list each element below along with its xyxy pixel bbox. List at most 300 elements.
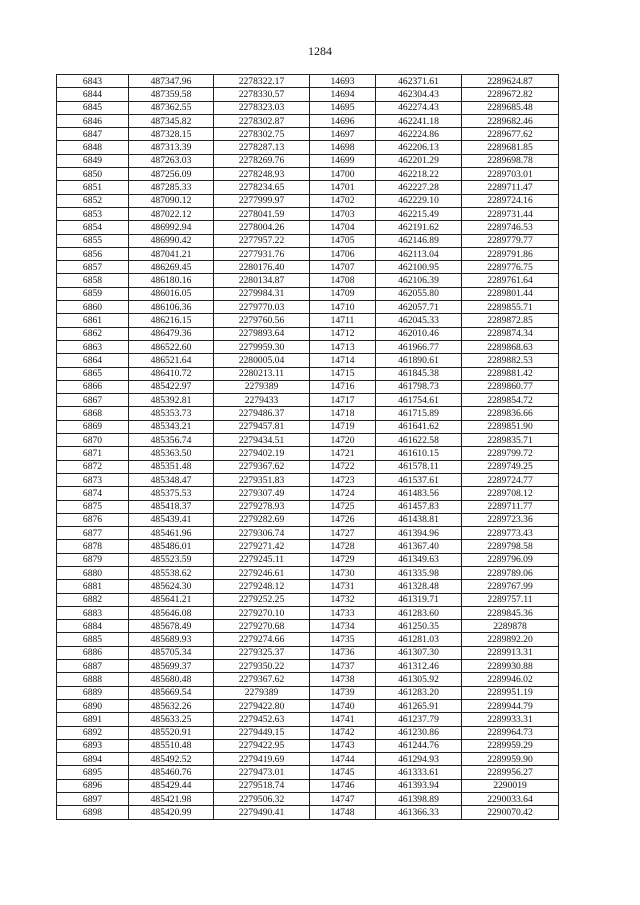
table-cell: 14735 xyxy=(310,633,376,646)
table-cell: 14731 xyxy=(310,580,376,593)
table-cell: 485492.52 xyxy=(129,753,214,766)
table-cell: 486106.36 xyxy=(129,301,214,314)
table-cell: 461438.81 xyxy=(376,513,462,526)
table-row xyxy=(57,234,559,247)
table-cell: 2280005.04 xyxy=(214,354,310,367)
table-cell: 6860 xyxy=(57,301,129,314)
table-cell: 6891 xyxy=(57,713,129,726)
table-cell: 14747 xyxy=(310,793,376,806)
table-cell: 2279959.30 xyxy=(214,340,310,353)
table-cell: 6859 xyxy=(57,287,129,300)
table-cell: 485632.26 xyxy=(129,699,214,712)
table-cell: 6874 xyxy=(57,487,129,500)
table-cell: 2280213.11 xyxy=(214,367,310,380)
table-row xyxy=(57,633,559,646)
table-row xyxy=(57,473,559,486)
table-cell: 2289757.11 xyxy=(462,593,559,606)
table-cell: 6889 xyxy=(57,686,129,699)
table-cell: 6852 xyxy=(57,194,129,207)
table-cell: 462206.13 xyxy=(376,141,462,154)
table-cell: 14707 xyxy=(310,261,376,274)
table-row xyxy=(57,540,559,553)
table-cell: 485460.76 xyxy=(129,766,214,779)
table-cell: 14722 xyxy=(310,460,376,473)
table-cell: 462241.18 xyxy=(376,114,462,127)
table-cell: 14723 xyxy=(310,473,376,486)
table-cell: 485705.34 xyxy=(129,646,214,659)
table-cell: 462055.80 xyxy=(376,287,462,300)
table-cell: 485351.48 xyxy=(129,460,214,473)
table-row xyxy=(57,766,559,779)
table-cell: 461250.35 xyxy=(376,620,462,633)
table-cell: 461283.60 xyxy=(376,606,462,619)
table-cell: 485520.91 xyxy=(129,726,214,739)
table-cell: 14699 xyxy=(310,154,376,167)
table-row xyxy=(57,806,559,819)
table-cell: 14739 xyxy=(310,686,376,699)
table-cell: 2289951.19 xyxy=(462,686,559,699)
table-cell: 2289708.12 xyxy=(462,487,559,500)
table-cell: 6867 xyxy=(57,394,129,407)
table-cell: 2277957.22 xyxy=(214,234,310,247)
table-cell: 461610.15 xyxy=(376,447,462,460)
table-cell: 485392.81 xyxy=(129,394,214,407)
table-cell: 14703 xyxy=(310,207,376,220)
table-cell: 486992.94 xyxy=(129,221,214,234)
table-row xyxy=(57,566,559,579)
table-cell: 462218.22 xyxy=(376,168,462,181)
table-cell: 2289724.77 xyxy=(462,473,559,486)
table-cell: 6892 xyxy=(57,726,129,739)
table-row xyxy=(57,168,559,181)
table-cell: 6875 xyxy=(57,500,129,513)
table-cell: 6882 xyxy=(57,593,129,606)
table-cell: 14701 xyxy=(310,181,376,194)
table-cell: 6876 xyxy=(57,513,129,526)
table-cell: 2279389 xyxy=(214,380,310,393)
table-cell: 14736 xyxy=(310,646,376,659)
table-cell: 14730 xyxy=(310,566,376,579)
table-row xyxy=(57,207,559,220)
table-cell: 487347.96 xyxy=(129,75,214,88)
table-cell: 2289855.71 xyxy=(462,301,559,314)
table-cell: 2289773.43 xyxy=(462,527,559,540)
table-cell: 485624.30 xyxy=(129,580,214,593)
table-cell: 485689.93 xyxy=(129,633,214,646)
table-row xyxy=(57,340,559,353)
table-cell: 2289672.82 xyxy=(462,88,559,101)
table-cell: 2289956.27 xyxy=(462,766,559,779)
table-cell: 14744 xyxy=(310,753,376,766)
table-row xyxy=(57,301,559,314)
table-cell: 14740 xyxy=(310,699,376,712)
table-cell: 485523.59 xyxy=(129,553,214,566)
table-cell: 2279506.32 xyxy=(214,793,310,806)
table-cell: 2289677.62 xyxy=(462,128,559,141)
table-cell: 461307.30 xyxy=(376,646,462,659)
table-cell: 14743 xyxy=(310,739,376,752)
table-cell: 485363.50 xyxy=(129,447,214,460)
table-cell: 14716 xyxy=(310,380,376,393)
table-cell: 2279457.81 xyxy=(214,420,310,433)
table-cell: 485669.54 xyxy=(129,686,214,699)
table-cell: 485343.21 xyxy=(129,420,214,433)
table-cell: 462229.10 xyxy=(376,194,462,207)
table-cell: 14748 xyxy=(310,806,376,819)
table-cell: 2280134.87 xyxy=(214,274,310,287)
table-cell: 2290070.42 xyxy=(462,806,559,819)
table-cell: 462010.46 xyxy=(376,327,462,340)
table-cell: 6857 xyxy=(57,261,129,274)
table-cell: 2289798.58 xyxy=(462,540,559,553)
table-cell: 2279307.49 xyxy=(214,487,310,500)
table-cell: 2279351.83 xyxy=(214,473,310,486)
table-cell: 6869 xyxy=(57,420,129,433)
table-cell: 6862 xyxy=(57,327,129,340)
table-cell: 461305.92 xyxy=(376,673,462,686)
table-cell: 2289746.53 xyxy=(462,221,559,234)
table-cell: 14732 xyxy=(310,593,376,606)
table-cell: 6856 xyxy=(57,247,129,260)
table-cell: 461230.86 xyxy=(376,726,462,739)
table-row xyxy=(57,620,559,633)
table-cell: 461622.58 xyxy=(376,434,462,447)
table-cell: 6881 xyxy=(57,580,129,593)
table-cell: 6850 xyxy=(57,168,129,181)
table-cell: 2279893.64 xyxy=(214,327,310,340)
table-cell: 2289789.06 xyxy=(462,566,559,579)
table-row xyxy=(57,527,559,540)
table-cell: 461966.77 xyxy=(376,340,462,353)
table-cell: 14746 xyxy=(310,779,376,792)
table-cell: 462100.95 xyxy=(376,261,462,274)
table-row xyxy=(57,274,559,287)
table-row xyxy=(57,128,559,141)
table-cell: 14729 xyxy=(310,553,376,566)
table-cell: 6863 xyxy=(57,340,129,353)
table-cell: 485348.47 xyxy=(129,473,214,486)
table-cell: 14725 xyxy=(310,500,376,513)
table-cell: 6888 xyxy=(57,673,129,686)
table-cell: 462113.04 xyxy=(376,247,462,260)
table-cell: 2289761.64 xyxy=(462,274,559,287)
table-cell: 487090.12 xyxy=(129,194,214,207)
table-cell: 485375.53 xyxy=(129,487,214,500)
table-cell: 461578.11 xyxy=(376,460,462,473)
table-cell: 486522.60 xyxy=(129,340,214,353)
table-cell: 2289845.36 xyxy=(462,606,559,619)
table-cell: 462201.29 xyxy=(376,154,462,167)
table-cell: 2279433 xyxy=(214,394,310,407)
table-cell: 462304.43 xyxy=(376,88,462,101)
table-cell: 2289685.48 xyxy=(462,101,559,114)
table-cell: 2279518.74 xyxy=(214,779,310,792)
table-cell: 461328.48 xyxy=(376,580,462,593)
table-row xyxy=(57,420,559,433)
table-cell: 2277931.76 xyxy=(214,247,310,260)
page-number: 1284 xyxy=(308,44,332,58)
table-cell: 6878 xyxy=(57,540,129,553)
table-cell: 487285.33 xyxy=(129,181,214,194)
table-cell: 2289892.20 xyxy=(462,633,559,646)
table-cell: 461265.91 xyxy=(376,699,462,712)
table-row xyxy=(57,673,559,686)
table-cell: 14710 xyxy=(310,301,376,314)
table-row xyxy=(57,181,559,194)
table-cell: 2280176.40 xyxy=(214,261,310,274)
table-cell: 14737 xyxy=(310,660,376,673)
table-cell: 485429.44 xyxy=(129,779,214,792)
table-cell: 486479.36 xyxy=(129,327,214,340)
table-cell: 485633.25 xyxy=(129,713,214,726)
table-cell: 2289801.44 xyxy=(462,287,559,300)
table-cell: 461457.83 xyxy=(376,500,462,513)
table-cell: 486016.05 xyxy=(129,287,214,300)
table-cell: 2279486.37 xyxy=(214,407,310,420)
table-cell: 14693 xyxy=(310,75,376,88)
table-cell: 2289881.42 xyxy=(462,367,559,380)
table-cell: 2279419.69 xyxy=(214,753,310,766)
table-cell: 461393.94 xyxy=(376,779,462,792)
table-cell: 14721 xyxy=(310,447,376,460)
coordinate-table-body xyxy=(57,75,559,820)
table-cell: 2279274.66 xyxy=(214,633,310,646)
table-cell: 2289767.99 xyxy=(462,580,559,593)
table-cell: 14711 xyxy=(310,314,376,327)
table-cell: 461641.62 xyxy=(376,420,462,433)
table-row xyxy=(57,513,559,526)
table-row xyxy=(57,686,559,699)
table-cell: 2279490.41 xyxy=(214,806,310,819)
table-cell: 6877 xyxy=(57,527,129,540)
table-row xyxy=(57,593,559,606)
table-cell: 461537.61 xyxy=(376,473,462,486)
table-cell: 461281.03 xyxy=(376,633,462,646)
table-cell: 6847 xyxy=(57,128,129,141)
table-cell: 487328.15 xyxy=(129,128,214,141)
table-cell: 2289854.72 xyxy=(462,394,559,407)
table-cell: 14698 xyxy=(310,141,376,154)
table-cell: 2289964.73 xyxy=(462,726,559,739)
table-row xyxy=(57,261,559,274)
table-row xyxy=(57,327,559,340)
table-cell: 6894 xyxy=(57,753,129,766)
table-row xyxy=(57,739,559,752)
table-row xyxy=(57,487,559,500)
table-cell: 2289930.88 xyxy=(462,660,559,673)
table-cell: 14706 xyxy=(310,247,376,260)
table-cell: 6896 xyxy=(57,779,129,792)
table-cell: 14738 xyxy=(310,673,376,686)
table-cell: 461333.61 xyxy=(376,766,462,779)
table-cell: 2278287.13 xyxy=(214,141,310,154)
table-cell: 2279770.03 xyxy=(214,301,310,314)
table-cell: 461319.71 xyxy=(376,593,462,606)
table-cell: 461715.89 xyxy=(376,407,462,420)
table-cell: 485439.41 xyxy=(129,513,214,526)
table-cell: 2279452.63 xyxy=(214,713,310,726)
table-cell: 2278234.65 xyxy=(214,181,310,194)
table-cell: 2279252.25 xyxy=(214,593,310,606)
table-cell: 461398.89 xyxy=(376,793,462,806)
table-cell: 2278004.26 xyxy=(214,221,310,234)
table-cell: 2279248.12 xyxy=(214,580,310,593)
table-cell: 487359.58 xyxy=(129,88,214,101)
table-cell: 461366.33 xyxy=(376,806,462,819)
table-cell: 6890 xyxy=(57,699,129,712)
table-cell: 2279389 xyxy=(214,686,310,699)
table-cell: 487263.03 xyxy=(129,154,214,167)
table-row xyxy=(57,793,559,806)
table-cell: 2279367.62 xyxy=(214,460,310,473)
table-cell: 6883 xyxy=(57,606,129,619)
table-row xyxy=(57,460,559,473)
table-cell: 6845 xyxy=(57,101,129,114)
table-cell: 14726 xyxy=(310,513,376,526)
table-cell: 2279434.51 xyxy=(214,434,310,447)
table-row xyxy=(57,434,559,447)
table-cell: 6897 xyxy=(57,793,129,806)
table-cell: 2289933.31 xyxy=(462,713,559,726)
table-cell: 2279246.61 xyxy=(214,566,310,579)
table-row xyxy=(57,101,559,114)
table-cell: 2289959.29 xyxy=(462,739,559,752)
table-cell: 14700 xyxy=(310,168,376,181)
table-cell: 2279271.42 xyxy=(214,540,310,553)
table-cell: 14704 xyxy=(310,221,376,234)
table-cell: 462045.33 xyxy=(376,314,462,327)
table-cell: 462057.71 xyxy=(376,301,462,314)
table-cell: 461312.46 xyxy=(376,660,462,673)
table-cell: 6864 xyxy=(57,354,129,367)
table-cell: 462146.89 xyxy=(376,234,462,247)
table-cell: 6855 xyxy=(57,234,129,247)
table-cell: 14728 xyxy=(310,540,376,553)
table-cell: 6848 xyxy=(57,141,129,154)
table-cell: 2279270.68 xyxy=(214,620,310,633)
table-cell: 487022.12 xyxy=(129,207,214,220)
table-cell: 14727 xyxy=(310,527,376,540)
table-cell: 6861 xyxy=(57,314,129,327)
table-cell: 2279278.93 xyxy=(214,500,310,513)
table-cell: 6870 xyxy=(57,434,129,447)
table-cell: 6879 xyxy=(57,553,129,566)
table-cell: 14720 xyxy=(310,434,376,447)
table-row xyxy=(57,75,559,88)
table-cell: 2279449.15 xyxy=(214,726,310,739)
table-cell: 2279760.56 xyxy=(214,314,310,327)
table-cell: 462274.43 xyxy=(376,101,462,114)
table-cell: 14717 xyxy=(310,394,376,407)
table-cell: 14715 xyxy=(310,367,376,380)
table-cell: 2289872.85 xyxy=(462,314,559,327)
table-cell: 6851 xyxy=(57,181,129,194)
table-cell: 485421.98 xyxy=(129,793,214,806)
table-cell: 6884 xyxy=(57,620,129,633)
table-cell: 2289723.36 xyxy=(462,513,559,526)
table-cell: 2289698.78 xyxy=(462,154,559,167)
table-cell: 2279473.01 xyxy=(214,766,310,779)
table-cell: 2278248.93 xyxy=(214,168,310,181)
table-cell: 461349.63 xyxy=(376,553,462,566)
table-row xyxy=(57,114,559,127)
table-cell: 2290019 xyxy=(462,779,559,792)
table-cell: 2277999.97 xyxy=(214,194,310,207)
table-cell: 2279282.69 xyxy=(214,513,310,526)
table-row xyxy=(57,606,559,619)
table-cell: 486216.15 xyxy=(129,314,214,327)
table-row xyxy=(57,367,559,380)
table-cell: 485420.99 xyxy=(129,806,214,819)
table-cell: 6853 xyxy=(57,207,129,220)
table-row xyxy=(57,394,559,407)
table-cell: 6873 xyxy=(57,473,129,486)
table-row xyxy=(57,287,559,300)
table-row xyxy=(57,380,559,393)
table-cell: 2278330.57 xyxy=(214,88,310,101)
table-cell: 462371.61 xyxy=(376,75,462,88)
table-row xyxy=(57,407,559,420)
table-cell: 461244.76 xyxy=(376,739,462,752)
table-row xyxy=(57,660,559,673)
table-cell: 461394.96 xyxy=(376,527,462,540)
table-cell: 14733 xyxy=(310,606,376,619)
table-cell: 2289791.86 xyxy=(462,247,559,260)
table-cell: 2289711.47 xyxy=(462,181,559,194)
table-cell: 2289944.79 xyxy=(462,699,559,712)
table-cell: 486180.16 xyxy=(129,274,214,287)
table-cell: 6865 xyxy=(57,367,129,380)
table-cell: 14742 xyxy=(310,726,376,739)
table-cell: 462215.49 xyxy=(376,207,462,220)
table-cell: 6849 xyxy=(57,154,129,167)
table-cell: 2289874.34 xyxy=(462,327,559,340)
table-cell: 462191.62 xyxy=(376,221,462,234)
table-cell: 2279245.11 xyxy=(214,553,310,566)
table-cell: 485353.73 xyxy=(129,407,214,420)
table-cell: 485486.01 xyxy=(129,540,214,553)
table-cell: 14714 xyxy=(310,354,376,367)
table-row xyxy=(57,221,559,234)
table-cell: 14708 xyxy=(310,274,376,287)
table-cell: 6885 xyxy=(57,633,129,646)
table-cell: 2289681.85 xyxy=(462,141,559,154)
table-cell: 2289724.16 xyxy=(462,194,559,207)
table-cell: 2279325.37 xyxy=(214,646,310,659)
table-cell: 6843 xyxy=(57,75,129,88)
table-cell: 2289946.02 xyxy=(462,673,559,686)
table-cell: 6844 xyxy=(57,88,129,101)
table-row xyxy=(57,141,559,154)
table-cell: 485422.97 xyxy=(129,380,214,393)
table-cell: 6898 xyxy=(57,806,129,819)
table-cell: 487362.55 xyxy=(129,101,214,114)
table-cell: 2289851.90 xyxy=(462,420,559,433)
table-cell: 14696 xyxy=(310,114,376,127)
table-cell: 14695 xyxy=(310,101,376,114)
table-cell: 6846 xyxy=(57,114,129,127)
table-row xyxy=(57,753,559,766)
table-cell: 2289703.01 xyxy=(462,168,559,181)
table-row xyxy=(57,88,559,101)
table-cell: 6895 xyxy=(57,766,129,779)
table-cell: 485699.37 xyxy=(129,660,214,673)
table-cell: 485641.21 xyxy=(129,593,214,606)
table-cell: 487313.39 xyxy=(129,141,214,154)
table-cell: 6893 xyxy=(57,739,129,752)
table-cell: 2289682.46 xyxy=(462,114,559,127)
table-cell: 2278302.87 xyxy=(214,114,310,127)
